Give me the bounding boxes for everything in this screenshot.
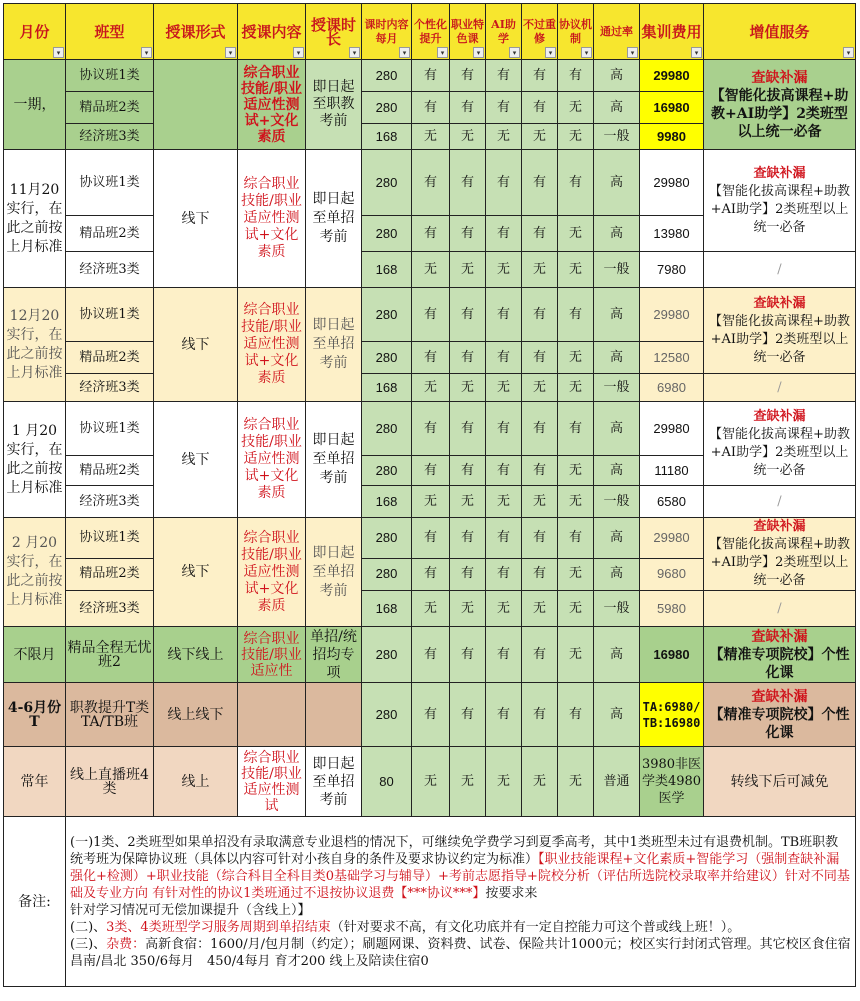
- class-type-cell: 精品班2类: [66, 558, 154, 590]
- protocol-cell: 有: [558, 60, 594, 92]
- feature-cell: 有: [450, 92, 486, 124]
- service-title: 查缺补漏: [753, 408, 806, 424]
- pass-rate-cell: 一般: [594, 374, 640, 402]
- hours-cell: 280: [362, 60, 412, 92]
- protocol-cell: 无: [558, 558, 594, 590]
- retake-cell: 有: [522, 60, 558, 92]
- month-cell: 1 月20实行，在此之前按上月标准: [4, 402, 66, 518]
- table-row: [4, 60, 856, 92]
- hours-cell: 168: [362, 591, 412, 627]
- feature-cell: 有: [450, 627, 486, 683]
- personalized-cell: 有: [412, 342, 450, 374]
- retake-cell: 无: [522, 124, 558, 150]
- ai-cell: 无: [486, 747, 522, 817]
- protocol-cell: 无: [558, 627, 594, 683]
- retake-cell: 有: [522, 288, 558, 342]
- note-highlight: 杂费：: [106, 936, 146, 952]
- service-title: 查缺补漏: [753, 165, 806, 181]
- personalized-cell: 无: [412, 252, 450, 288]
- note-text: (二)、: [70, 919, 107, 935]
- mode-cell: 线上: [154, 747, 238, 817]
- service-body: 【智能化拔高课程+助教+AI助学】2类班型以上统一必备: [710, 87, 849, 140]
- note-paragraph-1: [70, 834, 851, 902]
- personalized-cell: 有: [412, 288, 450, 342]
- retake-cell: 无: [522, 591, 558, 627]
- table-row: [4, 374, 856, 402]
- month-cell: 12月20实行，在此之前按上月标准: [4, 288, 66, 402]
- ai-cell: 无: [486, 591, 522, 627]
- class-type-cell: 经济班3类: [66, 252, 154, 288]
- table-row: [4, 252, 856, 288]
- fee-cell: TA:6980/TB:16980: [640, 683, 704, 747]
- ai-cell: 无: [486, 486, 522, 518]
- pass-rate-cell: 一般: [594, 486, 640, 518]
- header-ai[interactable]: AI助学 ▾: [486, 4, 522, 60]
- pass-rate-cell: 高: [594, 683, 640, 747]
- protocol-cell: 无: [558, 591, 594, 627]
- ai-cell: 有: [486, 60, 522, 92]
- class-type-cell: 精品班2类: [66, 342, 154, 374]
- fee-cell: 6580: [640, 486, 704, 518]
- note-highlight: 3类、4类班型学习服务周期到单招结束: [106, 919, 331, 935]
- filter-dropdown-icon[interactable]: ▾: [473, 47, 484, 58]
- hours-cell: 280: [362, 92, 412, 124]
- fee-cell: 7980: [640, 252, 704, 288]
- protocol-cell: 无: [558, 374, 594, 402]
- retake-cell: 有: [522, 558, 558, 590]
- protocol-cell: 无: [558, 92, 594, 124]
- hours-cell: 280: [362, 402, 412, 456]
- class-type-cell: 协议班1类: [66, 150, 154, 216]
- class-type-cell: 经济班3类: [66, 374, 154, 402]
- fee-cell: 16980: [640, 92, 704, 124]
- price-table: [3, 3, 856, 987]
- personalized-cell: 无: [412, 486, 450, 518]
- service-cell: [704, 683, 856, 747]
- protocol-cell: 无: [558, 486, 594, 518]
- personalized-cell: 无: [412, 747, 450, 817]
- service-cell: [704, 60, 856, 150]
- service-cell: 转线下后可减免: [704, 747, 856, 817]
- ai-cell: 有: [486, 150, 522, 216]
- personalized-cell: 有: [412, 60, 450, 92]
- feature-cell: 有: [450, 342, 486, 374]
- note-text: (三)、: [70, 936, 107, 952]
- protocol-cell: 有: [558, 288, 594, 342]
- content-cell: 综合职业技能/职业适应性测试+文化素质: [238, 518, 306, 627]
- table-row: [4, 150, 856, 216]
- hours-cell: 280: [362, 288, 412, 342]
- pass-rate-cell: 一般: [594, 252, 640, 288]
- class-type-cell: 精品班2类: [66, 92, 154, 124]
- pass-rate-cell: 高: [594, 558, 640, 590]
- personalized-cell: 有: [412, 92, 450, 124]
- hours-cell: 280: [362, 683, 412, 747]
- mode-cell: 线下线上: [154, 627, 238, 683]
- header-personalized[interactable]: 个性化提升 ▾: [412, 4, 450, 60]
- class-type-cell: 协议班1类: [66, 288, 154, 342]
- filter-dropdown-icon[interactable]: ▾: [691, 47, 702, 58]
- filter-dropdown-icon[interactable]: ▾: [53, 47, 64, 58]
- retake-cell: 有: [522, 402, 558, 456]
- service-cell: /: [704, 591, 856, 627]
- ai-cell: 有: [486, 342, 522, 374]
- table-row: [4, 288, 856, 342]
- content-cell: 综合职业技能/职业适应性测试+文化素质: [238, 402, 306, 518]
- fee-cell: 9980: [640, 124, 704, 150]
- personalized-cell: 有: [412, 558, 450, 590]
- note-text: 高新食宿：1600/月/包月制（约定）；刷题网课、资料费、试卷、保险共计1000元；校区实行封闭式管理。其它校区食住宿 昌南/昌北 350/6每月 450/4每月 育才200 线上及陪读住宿0: [70, 936, 851, 969]
- duration-cell: 即日起至职教考前: [306, 60, 362, 150]
- hours-cell: 168: [362, 486, 412, 518]
- hours-cell: 168: [362, 374, 412, 402]
- service-title: 查缺补漏: [753, 519, 806, 534]
- month-cell: 11月20实行，在此之前按上月标准: [4, 150, 66, 288]
- hours-cell: 280: [362, 558, 412, 590]
- ai-cell: 有: [486, 627, 522, 683]
- service-body: 【精准专项院校】个性化课: [709, 706, 850, 741]
- note-text: 按要求来: [485, 885, 538, 901]
- ai-cell: 无: [486, 252, 522, 288]
- personalized-cell: 无: [412, 374, 450, 402]
- content-cell: 综合职业技能/职业适应性测试+文化素质: [238, 60, 306, 150]
- content-cell: 综合职业技能/职业适应性测试+文化素质: [238, 288, 306, 402]
- notes-content: [66, 817, 856, 987]
- protocol-cell: 无: [558, 124, 594, 150]
- filter-dropdown-icon[interactable]: ▾: [627, 47, 638, 58]
- header-mode[interactable]: 授课形式 ▾: [154, 4, 238, 60]
- personalized-cell: 有: [412, 627, 450, 683]
- content-cell: 综合职业技能/职业适应性: [238, 627, 306, 683]
- personalized-cell: 有: [412, 518, 450, 559]
- header-month[interactable]: 月份 ▾: [4, 4, 66, 60]
- protocol-cell: 无: [558, 342, 594, 374]
- hours-cell: 280: [362, 456, 412, 486]
- header-retake[interactable]: 不过重修 ▾: [522, 4, 558, 60]
- fee-cell: 29980: [640, 150, 704, 216]
- service-body: 【智能化拔高课程+助教+AI助学】2类班型以上统一必备: [709, 426, 850, 478]
- feature-cell: 有: [450, 558, 486, 590]
- fee-cell: 13980: [640, 216, 704, 252]
- table-row: [4, 591, 856, 627]
- class-type-cell: 经济班3类: [66, 486, 154, 518]
- feature-cell: 无: [450, 486, 486, 518]
- hours-cell: 280: [362, 518, 412, 559]
- class-type-cell: 精品班2类: [66, 216, 154, 252]
- class-type-cell: 职教提升T类TA/TB班: [66, 683, 154, 747]
- personalized-cell: 有: [412, 456, 450, 486]
- mode-cell: 线下: [154, 150, 238, 288]
- filter-dropdown-icon[interactable]: ▾: [545, 47, 556, 58]
- hours-cell: 80: [362, 747, 412, 817]
- month-cell: 常年: [4, 747, 66, 817]
- ai-cell: 有: [486, 558, 522, 590]
- table-row: [4, 486, 856, 518]
- month-cell: 4-6月份T: [4, 683, 66, 747]
- month-cell: 2 月20实行，在此之前按上月标准: [4, 518, 66, 627]
- protocol-cell: 有: [558, 150, 594, 216]
- ai-cell: 无: [486, 124, 522, 150]
- retake-cell: 有: [522, 150, 558, 216]
- retake-cell: 有: [522, 627, 558, 683]
- duration-cell: 即日起至单招考前: [306, 288, 362, 402]
- retake-cell: 有: [522, 683, 558, 747]
- fee-cell: 9680: [640, 558, 704, 590]
- note-highlight: 【职业技能课程+文化素质+智能学习（强制查缺补漏强化+检测）+职业技能（综合科目全科目类0基础学习与辅导）+考前志愿指导+院校分析（评估所选院校录取率并给建议）针对不同基础及专业方向 有针对性的协议1类班通过不退按协议退费【***协议***】: [70, 851, 850, 901]
- retake-cell: 无: [522, 747, 558, 817]
- header-row: [4, 4, 856, 60]
- content-cell: 综合职业技能/职业适应性测试: [238, 747, 306, 817]
- duration-cell: 即日起至单招考前: [306, 150, 362, 288]
- header-duration[interactable]: 授课时长 ▾: [306, 4, 362, 60]
- filter-dropdown-icon[interactable]: ▾: [581, 47, 592, 58]
- filter-dropdown-icon[interactable]: ▾: [843, 47, 854, 58]
- filter-dropdown-icon[interactable]: ▾: [509, 47, 520, 58]
- ai-cell: 有: [486, 288, 522, 342]
- fee-cell: 12580: [640, 342, 704, 374]
- feature-cell: 有: [450, 288, 486, 342]
- header-hours[interactable]: 课时内容每月 ▾: [362, 4, 412, 60]
- month-cell: 一期，: [4, 60, 66, 150]
- class-type-cell: 线上直播班4类: [66, 747, 154, 817]
- service-cell: [704, 518, 856, 591]
- note-text: （针对要求不高，有文化功底并有一定自控能力可这个普或线上班！）。: [330, 919, 741, 935]
- pass-rate-cell: 高: [594, 456, 640, 486]
- filter-dropdown-icon[interactable]: ▾: [225, 47, 236, 58]
- service-cell: [704, 150, 856, 252]
- pass-rate-cell: 一般: [594, 591, 640, 627]
- personalized-cell: 有: [412, 683, 450, 747]
- mode-cell: 线下: [154, 288, 238, 402]
- service-cell: [704, 402, 856, 486]
- service-cell: [704, 627, 856, 683]
- content-cell: [238, 683, 306, 747]
- pass-rate-cell: 一般: [594, 124, 640, 150]
- class-type-cell: 协议班1类: [66, 60, 154, 92]
- table-row: [4, 518, 856, 559]
- feature-cell: 有: [450, 150, 486, 216]
- table-row: [4, 747, 856, 817]
- fee-cell: 5980: [640, 591, 704, 627]
- duration-cell: 即日起至单招考前: [306, 747, 362, 817]
- service-body: 【精准专项院校】个性化课: [709, 646, 850, 681]
- duration-cell: 即日起至单招考前: [306, 518, 362, 627]
- retake-cell: 无: [522, 252, 558, 288]
- protocol-cell: 有: [558, 683, 594, 747]
- personalized-cell: 有: [412, 216, 450, 252]
- header-content[interactable]: 授课内容 ▾: [238, 4, 306, 60]
- service-body: 【智能化拔高课程+助教+AI助学】2类班型以上统一必备: [709, 313, 850, 365]
- class-type-cell: 协议班1类: [66, 402, 154, 456]
- duration-cell: 单招/统招均专项: [306, 627, 362, 683]
- service-title: 查缺补漏: [751, 69, 808, 86]
- table-row: [4, 402, 856, 456]
- ai-cell: 有: [486, 402, 522, 456]
- note-text: (一)1类、2类班型如果单招没有录取满意专业退档的情况下，可继续免学费学习到夏季高考，其中1类班型未过有退费机制。TB班职教统考班为保障协议班（具体以内容可针对小孩自身的条件及要求协议约定为标准）: [70, 834, 839, 867]
- service-title: 查缺补漏: [751, 628, 808, 645]
- mode-cell: [154, 60, 238, 150]
- service-title: 查缺补漏: [751, 688, 808, 705]
- table-row: [4, 683, 856, 747]
- service-cell: /: [704, 252, 856, 288]
- personalized-cell: 有: [412, 150, 450, 216]
- service-cell: /: [704, 374, 856, 402]
- ai-cell: 无: [486, 374, 522, 402]
- ai-cell: 有: [486, 216, 522, 252]
- ai-cell: 有: [486, 518, 522, 559]
- protocol-cell: 无: [558, 216, 594, 252]
- personalized-cell: 无: [412, 124, 450, 150]
- filter-dropdown-icon[interactable]: ▾: [437, 47, 448, 58]
- fee-cell: 29980: [640, 60, 704, 92]
- mode-cell: 线下: [154, 402, 238, 518]
- service-title: 查缺补漏: [753, 295, 806, 311]
- retake-cell: 无: [522, 374, 558, 402]
- header-class-type[interactable]: 班型 ▾: [66, 4, 154, 60]
- retake-cell: 有: [522, 216, 558, 252]
- retake-cell: 有: [522, 92, 558, 124]
- filter-dropdown-icon[interactable]: ▾: [141, 47, 152, 58]
- personalized-cell: 有: [412, 402, 450, 456]
- pass-rate-cell: 高: [594, 627, 640, 683]
- note-paragraph-1b: 针对学习情况可无偿加课提升（含线上）】: [70, 902, 311, 918]
- fee-cell: 3980非医学类4980医学: [640, 747, 704, 817]
- mode-cell: 线下: [154, 518, 238, 627]
- class-type-cell: 协议班1类: [66, 518, 154, 559]
- header-value-added[interactable]: 增值服务 ▾: [704, 4, 856, 60]
- protocol-cell: 无: [558, 747, 594, 817]
- feature-cell: 有: [450, 216, 486, 252]
- pass-rate-cell: 高: [594, 402, 640, 456]
- feature-cell: 无: [450, 124, 486, 150]
- feature-cell: 有: [450, 456, 486, 486]
- note-paragraph-3: [70, 936, 851, 970]
- retake-cell: 无: [522, 486, 558, 518]
- feature-cell: 有: [450, 518, 486, 559]
- content-cell: 综合职业技能/职业适应性测试+文化素质: [238, 150, 306, 288]
- table-row: [4, 627, 856, 683]
- hours-cell: 168: [362, 252, 412, 288]
- notes-row: [4, 817, 856, 987]
- fee-cell: 29980: [640, 402, 704, 456]
- ai-cell: 有: [486, 456, 522, 486]
- feature-cell: 有: [450, 60, 486, 92]
- feature-cell: 无: [450, 374, 486, 402]
- service-cell: [704, 288, 856, 374]
- header-protocol[interactable]: 协议机制 ▾: [558, 4, 594, 60]
- class-type-cell: 经济班3类: [66, 124, 154, 150]
- hours-cell: 280: [362, 627, 412, 683]
- filter-dropdown-icon[interactable]: ▾: [349, 47, 360, 58]
- filter-dropdown-icon[interactable]: ▾: [293, 47, 304, 58]
- feature-cell: 有: [450, 683, 486, 747]
- fee-cell: 11180: [640, 456, 704, 486]
- note-paragraph-2: [70, 919, 851, 936]
- pass-rate-cell: 高: [594, 288, 640, 342]
- header-fee[interactable]: 集训费用 ▾: [640, 4, 704, 60]
- fee-cell: 29980: [640, 518, 704, 559]
- pass-rate-cell: 高: [594, 216, 640, 252]
- personalized-cell: 无: [412, 591, 450, 627]
- header-pass-rate[interactable]: 通过率 ▾: [594, 4, 640, 60]
- service-body: 【智能化拔高课程+助教+AI助学】2类班型以上统一必备: [709, 537, 850, 588]
- ai-cell: 有: [486, 92, 522, 124]
- protocol-cell: 有: [558, 402, 594, 456]
- pass-rate-cell: 高: [594, 60, 640, 92]
- fee-cell: 29980: [640, 288, 704, 342]
- protocol-cell: 无: [558, 456, 594, 486]
- pass-rate-cell: 高: [594, 92, 640, 124]
- class-type-cell: 精品班2类: [66, 456, 154, 486]
- hours-cell: 280: [362, 150, 412, 216]
- feature-cell: 无: [450, 747, 486, 817]
- duration-cell: [306, 683, 362, 747]
- fee-cell: 6980: [640, 374, 704, 402]
- pass-rate-cell: 高: [594, 518, 640, 559]
- class-type-cell: 经济班3类: [66, 591, 154, 627]
- pass-rate-cell: 高: [594, 342, 640, 374]
- ai-cell: 有: [486, 683, 522, 747]
- notes-label: 备注:: [4, 817, 66, 987]
- filter-dropdown-icon[interactable]: ▾: [399, 47, 410, 58]
- feature-cell: 有: [450, 402, 486, 456]
- header-feature-course[interactable]: 职业特色课 ▾: [450, 4, 486, 60]
- protocol-cell: 无: [558, 252, 594, 288]
- feature-cell: 无: [450, 252, 486, 288]
- retake-cell: 有: [522, 342, 558, 374]
- hours-cell: 168: [362, 124, 412, 150]
- mode-cell: 线上线下: [154, 683, 238, 747]
- fee-cell: 16980: [640, 627, 704, 683]
- hours-cell: 280: [362, 216, 412, 252]
- protocol-cell: 有: [558, 518, 594, 559]
- pass-rate-cell: 高: [594, 150, 640, 216]
- feature-cell: 无: [450, 591, 486, 627]
- retake-cell: 有: [522, 518, 558, 559]
- class-type-cell: 精品全程无忧班2: [66, 627, 154, 683]
- service-cell: /: [704, 486, 856, 518]
- month-cell: 不限月: [4, 627, 66, 683]
- service-body: 【智能化拔高课程+助教+AI助学】2类班型以上统一必备: [709, 183, 850, 235]
- pass-rate-cell: 普通: [594, 747, 640, 817]
- retake-cell: 有: [522, 456, 558, 486]
- hours-cell: 280: [362, 342, 412, 374]
- duration-cell: 即日起至单招考前: [306, 402, 362, 518]
